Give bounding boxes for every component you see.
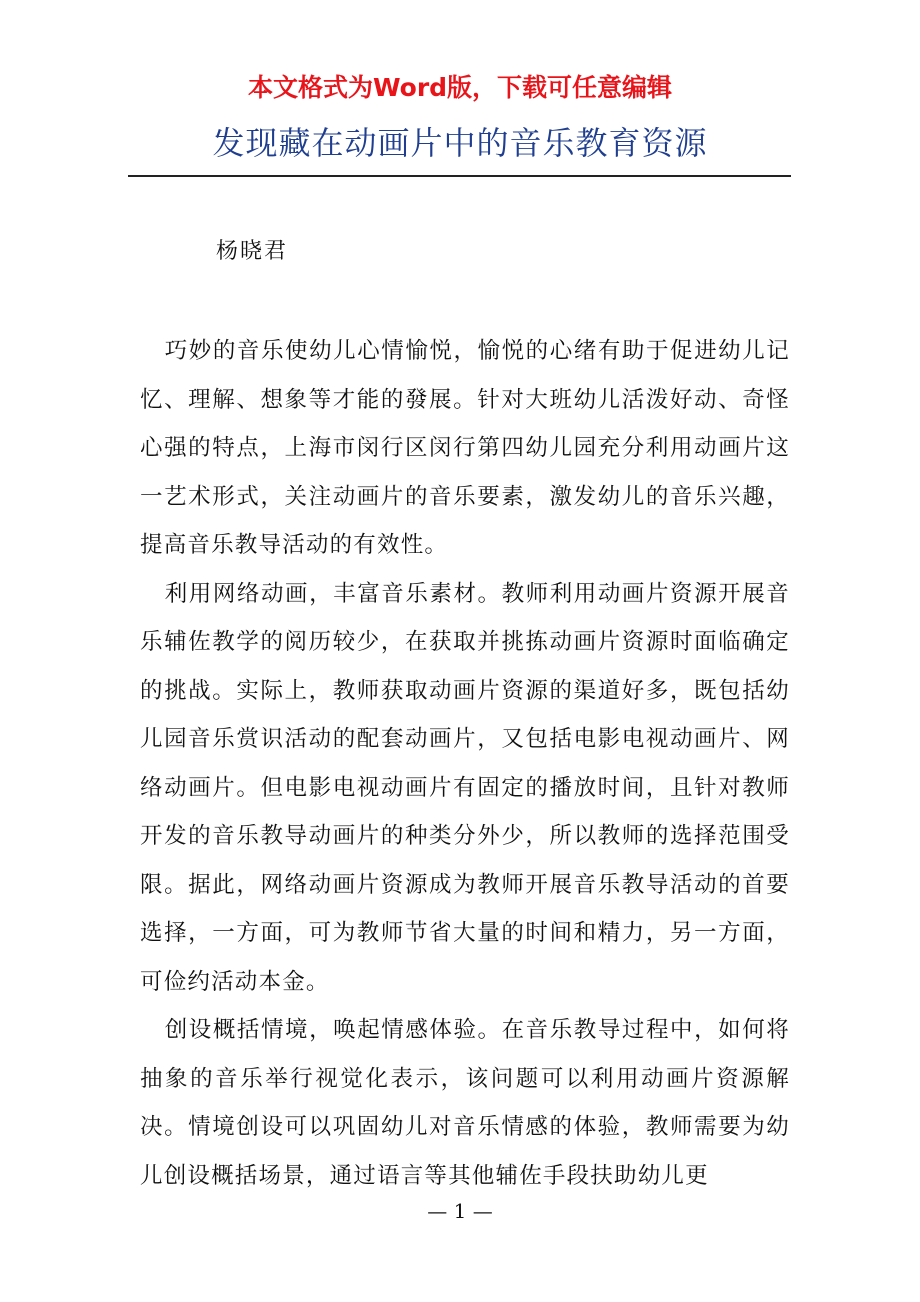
format-notice: 本文格式为Word版，下载可任意编辑 — [247, 73, 673, 102]
paragraph-3: 创设概括情境，唤起情感体验。在音乐教导过程中，如何将抽象的音乐举行视觉化表示，该问题可以利用动画片资源解决。情境创设可以巩固幼儿对音乐情感的体验，教师需要为幼儿创设概括场景，通过语言等其他辅佐手段扶助幼儿更 — [140, 1017, 790, 1189]
paragraph-2: 利用网络动画，丰富音乐素材。教师利用动画片资源开展音乐辅佐教学的阅历较少，在获取并挑拣动画片资源时面临确定的挑战。实际上，教师获取动画片资源的渠道好多，既包括幼儿园音乐赏识活动的配套动画片，又包括电影电视动画片、网络动画片。但电影电视动画片有固定的播放时间，且针对教师开发的音乐教导动画片的种类分外少，所以教师的选择范围受限。据此，网络动画片资源成为教师开展音乐教导活动的首要选择，一方面，可为教师节省大量的时间和精力，另一方面，可俭约活动本金。 — [140, 580, 790, 995]
author-name: 杨晓君 — [216, 239, 289, 264]
article-body — [140, 327, 790, 1200]
paragraph-1: 巧妙的音乐使幼儿心情愉悦，愉悦的心绪有助于促进幼儿记忆、理解、想象等才能的發展。针对大班幼儿活泼好动、奇怪心强的特点，上海市闵行区闵行第四幼儿园充分利用动画片这一艺术形式，关注动画片的音乐要素，激发幼儿的音乐兴趣，提高音乐教导活动的有效性。 — [140, 338, 790, 558]
document-title: 发现藏在动画片中的音乐教育资源 — [212, 124, 708, 162]
title-divider — [128, 175, 791, 177]
page-number: — 1 — — [427, 1199, 493, 1223]
